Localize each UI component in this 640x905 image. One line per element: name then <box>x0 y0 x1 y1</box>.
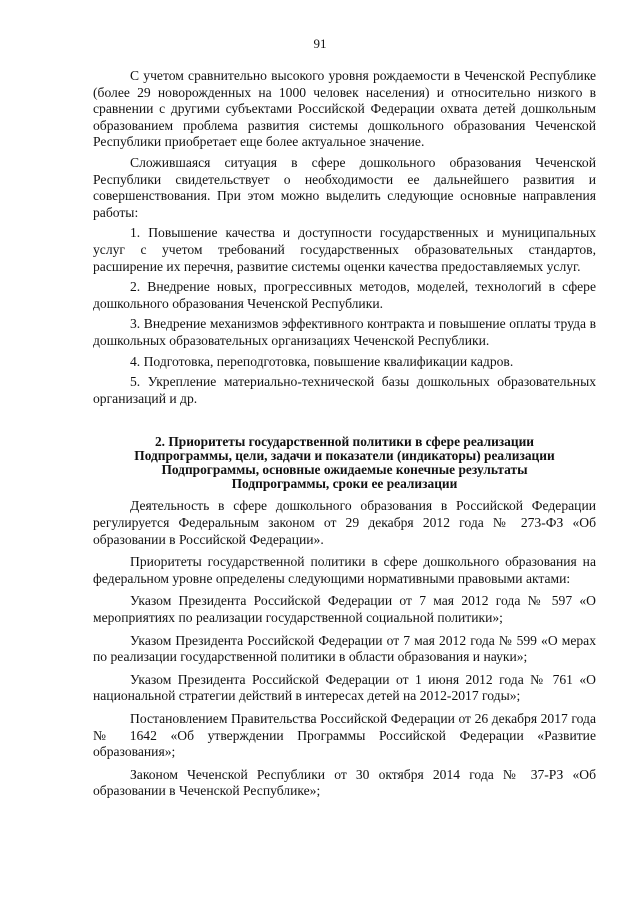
section-paragraph-1: Деятельность в сфере дошкольного образования в Российской Федерации регулируется Федеральным законом от 29 декабря 2012 года № 273-ФЗ «Об образовании в Российской Федерации». <box>93 498 596 547</box>
government-resolution-1642: Постановлением Правительства Российской Федерации от 26 декабря 2017 года № 1642 «Об утверждении Программы Российской Федерации «Развитие образования»; <box>93 711 596 760</box>
intro-paragraph-1: С учетом сравнительно высокого уровня рождаемости в Чеченской Республике (более 29 новорожденных на 1000 человек населения) и относительно низкого в сравнении с другими субъектами Российской Федерации охвата детей дошкольным образованием проблема развития системы дошкольного образования Чеченской Республики приобретает еще более актуальное значение. <box>93 68 596 150</box>
section-heading-line-3: Подпрограммы, основные ожидаемые конечные результаты <box>161 461 528 477</box>
section-heading-line-2: Подпрограммы, цели, задачи и показатели (индикаторы) реализации <box>134 448 555 464</box>
section-paragraph-2: Приоритеты государственной политики в сфере дошкольного образования на федеральном уровне определены следующими нормативными правовыми актами: <box>93 554 596 586</box>
section-heading <box>93 435 596 490</box>
decree-599: Указом Президента Российской Федерации от 7 мая 2012 года № 599 «О мерах по реализации государственной политики в области образования и науки»; <box>93 632 596 665</box>
decree-597: Указом Президента Российской Федерации от 7 мая 2012 года № 597 «О мероприятиях по реализации государственной социальной политики»; <box>93 593 596 626</box>
direction-item-4: 4. Подготовка, переподготовка, повышение квалификации кадров. <box>130 353 514 369</box>
decree-761: Указом Президента Российской Федерации от 1 июня 2012 года № 761 «О национальной стратегии действий в интересах детей на 2012-2017 годы»; <box>93 671 596 704</box>
direction-item-3: 3. Внедрение механизмов эффективного контракта и повышение оплаты труда в дошкольных образовательных организациях Чеченской Республики. <box>93 316 596 348</box>
page-number: 91 <box>313 36 327 51</box>
chechen-law-37: Законом Чеченской Республики от 30 октября 2014 года № 37-РЗ «Об образовании в Чеченской Республике»; <box>93 766 596 799</box>
direction-item-1: 1. Повышение качества и доступности государственных и муниципальных услуг с учетом требований государственных образовательных стандартов, расширение их перечня, развитие системы оценки качества предоставляемых услуг. <box>93 225 596 274</box>
direction-item-5: 5. Укрепление материально-технической базы дошкольных образовательных организаций и др. <box>93 374 596 406</box>
direction-item-2: 2. Внедрение новых, прогрессивных методов, моделей, технологий в сфере дошкольного образования Чеченской Республики. <box>93 279 596 311</box>
section-heading-line-1: 2. Приоритеты государственной политики в сфере реализации <box>154 434 535 450</box>
section-heading-line-4: Подпрограммы, сроки ее реализации <box>231 475 458 491</box>
page-content <box>93 68 596 800</box>
intro-paragraph-2: Сложившаяся ситуация в сфере дошкольного образования Чеченской Республики свидетельствует о необходимости ее дальнейшего развития и совершенствования. При этом можно выделить следующие основные направления работы: <box>93 154 596 220</box>
